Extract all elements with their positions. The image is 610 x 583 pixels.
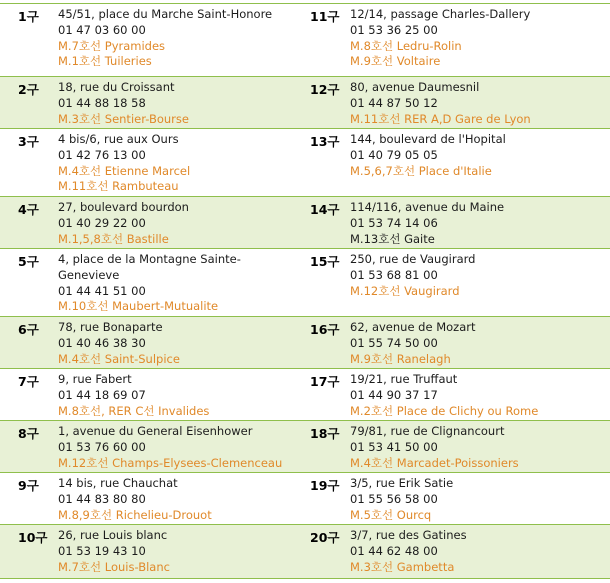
- office-info: [58, 132, 190, 195]
- office-info: [58, 424, 282, 471]
- phone-number: 01 40 46 38 30: [58, 335, 146, 350]
- office-info: [58, 80, 189, 127]
- district-number: 11구: [310, 9, 340, 24]
- metro-line: M.9호선 Voltaire: [350, 54, 441, 69]
- phone-number: 01 44 41 51 00: [58, 283, 146, 298]
- metro-line: M.13호선 Gaite: [350, 231, 435, 246]
- office-info: [350, 528, 467, 575]
- row-divider: [0, 524, 610, 525]
- address-line: 144, boulevard de l'Hopital: [350, 132, 506, 146]
- office-info: [58, 528, 170, 575]
- row-divider: [0, 248, 610, 249]
- address-line: 18, rue du Croissant: [58, 80, 175, 94]
- address-line: 3/7, rue des Gatines: [350, 528, 467, 542]
- metro-line: M.5호선 Ourcq: [350, 507, 432, 522]
- office-info: [58, 320, 180, 367]
- table-row: [0, 196, 610, 248]
- district-cell: [0, 196, 305, 248]
- phone-number: 01 44 62 48 00: [350, 543, 438, 558]
- office-info: [350, 424, 519, 471]
- district-cell: [305, 128, 610, 196]
- row-divider: [0, 196, 610, 197]
- district-cell: [0, 524, 305, 578]
- district-number: 16구: [310, 322, 340, 337]
- address-line: 80, avenue Daumesnil: [350, 80, 480, 94]
- district-number: 6구: [18, 322, 39, 337]
- district-cell: [0, 3, 305, 76]
- district-cell: [305, 76, 610, 128]
- district-cell: [305, 316, 610, 368]
- table-row: [0, 3, 610, 76]
- district-cell: [305, 196, 610, 248]
- table-row: [0, 128, 610, 196]
- row-divider: [0, 472, 610, 473]
- address-line: 79/81, rue de Clignancourt: [350, 424, 505, 438]
- office-info: [58, 476, 212, 523]
- office-info: [350, 252, 475, 299]
- district-number: 10구: [18, 530, 48, 545]
- office-info: [350, 132, 506, 179]
- district-number: 7구: [18, 374, 39, 389]
- district-number: 18구: [310, 426, 340, 441]
- address-line: 250, rue de Vaugirard: [350, 252, 476, 266]
- phone-number: 01 40 79 05 05: [350, 147, 438, 162]
- address-line: 62, avenue de Mozart: [350, 320, 476, 334]
- metro-line: M.8호선 Ledru-Rolin: [350, 38, 462, 53]
- metro-line: M.8호선, RER C선 Invalides: [58, 403, 210, 418]
- office-info: [350, 372, 538, 419]
- metro-line: M.11호선 RER A,D Gare de Lyon: [350, 111, 531, 126]
- metro-line: M.4호선 Etienne Marcel: [58, 163, 191, 178]
- district-cell: [0, 368, 305, 420]
- metro-line: M.8,9호선 Richelieu-Drouot: [58, 507, 212, 522]
- district-number: 5구: [18, 254, 39, 269]
- address-line: 45/51, place du Marche Saint-Honore: [58, 7, 273, 21]
- district-cell: [305, 248, 610, 316]
- district-cell: [305, 472, 610, 524]
- metro-line: M.10호선 Maubert-Mutualite: [58, 299, 219, 314]
- table-row: [0, 368, 610, 420]
- metro-line: M.7호선 Louis-Blanc: [58, 559, 170, 574]
- district-cell: [0, 316, 305, 368]
- district-cell: [305, 368, 610, 420]
- district-cell: [0, 128, 305, 196]
- office-info: [58, 7, 272, 70]
- address-line: 19/21, rue Truffaut: [350, 372, 458, 386]
- district-cell: [0, 420, 305, 472]
- office-info: [58, 252, 241, 315]
- table-row: [0, 316, 610, 368]
- district-cell: [0, 76, 305, 128]
- address-line: 9, rue Fabert: [58, 372, 132, 386]
- table-row: [0, 76, 610, 128]
- metro-line: M.1호선 Tuileries: [58, 54, 152, 69]
- address-line: 3/5, rue Erik Satie: [350, 476, 454, 490]
- metro-line: M.3호선 Gambetta: [350, 559, 455, 574]
- phone-number: 01 53 68 81 00: [350, 267, 438, 282]
- phone-number: 01 53 36 25 00: [350, 22, 438, 37]
- phone-number: 01 44 18 69 07: [58, 387, 146, 402]
- office-info: [58, 372, 209, 419]
- address-line: 4, place de la Montagne Sainte-: [58, 252, 241, 266]
- table-row: [0, 524, 610, 578]
- office-info: [350, 320, 476, 367]
- district-cell: [0, 248, 305, 316]
- district-number: 4구: [18, 202, 39, 217]
- phone-number: 01 44 88 18 58: [58, 95, 146, 110]
- phone-number: 01 53 41 50 00: [350, 439, 438, 454]
- phone-number: 01 53 74 14 06: [350, 215, 438, 230]
- metro-line: M.4호선 Saint-Sulpice: [58, 351, 180, 366]
- address-line: 114/116, avenue du Maine: [350, 200, 505, 214]
- district-number: 1구: [18, 9, 39, 24]
- district-number: 20구: [310, 530, 340, 545]
- metro-line: M.5,6,7호선 Place d'Italie: [350, 163, 492, 178]
- address-line: 27, boulevard bourdon: [58, 200, 189, 214]
- row-divider: [0, 420, 610, 421]
- metro-line: M.11호선 Rambuteau: [58, 179, 179, 194]
- table-row: [0, 248, 610, 316]
- district-number: 2구: [18, 82, 39, 97]
- metro-line: M.2호선 Place de Clichy ou Rome: [350, 403, 539, 418]
- address-line: Genevieve: [58, 267, 120, 282]
- phone-number: 01 53 19 43 10: [58, 543, 146, 558]
- district-cell: [305, 524, 610, 578]
- phone-number: 01 42 76 13 00: [58, 147, 146, 162]
- table-row: [0, 472, 610, 524]
- row-divider: [0, 316, 610, 317]
- row-divider: [0, 578, 610, 579]
- address-line: 26, rue Louis blanc: [58, 528, 168, 542]
- office-info: [350, 476, 453, 523]
- phone-number: 01 55 56 58 00: [350, 491, 438, 506]
- metro-line: M.3호선 Sentier-Bourse: [58, 111, 189, 126]
- address-line: 14 bis, rue Chauchat: [58, 476, 178, 490]
- phone-number: 01 55 74 50 00: [350, 335, 438, 350]
- office-info: [350, 200, 504, 247]
- district-number: 13구: [310, 134, 340, 149]
- district-number: 12구: [310, 82, 340, 97]
- district-number: 15구: [310, 254, 340, 269]
- district-cell: [305, 420, 610, 472]
- row-divider: [0, 128, 610, 129]
- phone-number: 01 44 83 80 80: [58, 491, 146, 506]
- metro-line: M.9호선 Ranelagh: [350, 351, 451, 366]
- metro-line: M.1,5,8호선 Bastille: [58, 231, 169, 246]
- row-divider: [0, 368, 610, 369]
- district-number: 8구: [18, 426, 39, 441]
- address-line: 1, avenue du General Eisenhower: [58, 424, 253, 438]
- district-number: 3구: [18, 134, 39, 149]
- district-cell: [305, 3, 610, 76]
- address-line: 12/14, passage Charles-Dallery: [350, 7, 531, 21]
- metro-line: M.4호선 Marcadet-Poissoniers: [350, 455, 519, 470]
- metro-line: M.12호선 Champs-Elysees-Clemenceau: [58, 455, 283, 470]
- row-divider: [0, 3, 610, 4]
- district-number: 14구: [310, 202, 340, 217]
- row-divider: [0, 76, 610, 77]
- district-number: 19구: [310, 478, 340, 493]
- address-line: 78, rue Bonaparte: [58, 320, 163, 334]
- district-number: 9구: [18, 478, 39, 493]
- phone-number: 01 53 76 60 00: [58, 439, 146, 454]
- address-line: 4 bis/6, rue aux Ours: [58, 132, 179, 146]
- phone-number: 01 44 90 37 17: [350, 387, 438, 402]
- office-info: [350, 80, 531, 127]
- phone-number: 01 47 03 60 00: [58, 22, 146, 37]
- office-info: [58, 200, 189, 247]
- metro-line: M.7호선 Pyramides: [58, 38, 166, 53]
- district-number: 17구: [310, 374, 340, 389]
- phone-number: 01 40 29 22 00: [58, 215, 146, 230]
- table-row: [0, 420, 610, 472]
- phone-number: 01 44 87 50 12: [350, 95, 438, 110]
- office-info: [350, 7, 530, 70]
- metro-line: M.12호선 Vaugirard: [350, 283, 460, 298]
- district-cell: [0, 472, 305, 524]
